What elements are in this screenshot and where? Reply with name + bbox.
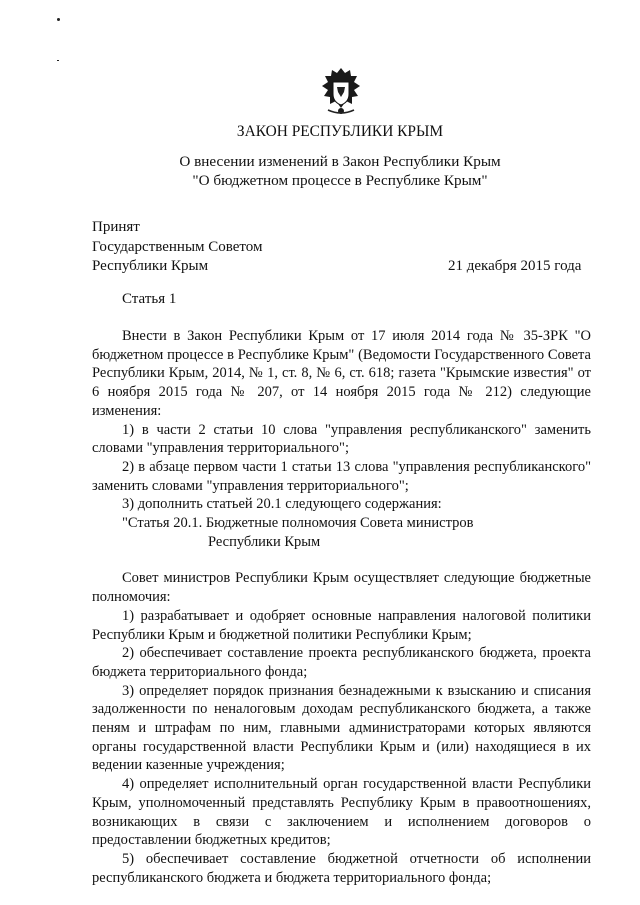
adoption-line: Государственным Советом — [92, 238, 263, 255]
paragraph: Внести в Закон Республики Крым от 17 июля 2014 года № 35-ЗРК "О бюджетном процессе в Республике Крым" (Ведомости Государственного Совета Республики Крым, 2014, № 1, ст. 8, № 6, ст. 618; газета "Крымские известия" от 6 ноября 2015 года № 207, от 14 ноября 2015 года № 212) следующие изменения: — [92, 328, 591, 419]
paragraph: Совет министров Республики Крым осуществляет следующие бюджетные полномочия: — [92, 570, 591, 606]
paragraph: 2) обеспечивает составление проекта республиканского бюджета, проекта бюджета территориального фонда; — [92, 645, 591, 680]
article-body — [92, 327, 591, 887]
paragraph: 1) в части 2 статьи 10 слова "управления республиканского" заменить словами "управления территориального"; — [92, 421, 591, 457]
adoption-line: Республики Крым — [92, 258, 209, 275]
law-title: ЗАКОН РЕСПУБЛИКИ КРЫМ — [236, 123, 444, 140]
quoted-article-heading: "Статья 20.1. Бюджетные полномочия Совета министров — [122, 515, 474, 532]
article-heading: Статья 1 — [122, 291, 177, 307]
adoption-block — [92, 218, 263, 277]
spacer — [92, 551, 591, 569]
quoted-article-heading-cont: Республики Крым — [208, 533, 321, 550]
scan-mark — [57, 60, 59, 61]
subtitle-line-1: О внесении изменений в Закон Республики Крым — [179, 153, 501, 170]
paragraph: 3) определяет порядок признания безнадежными к взысканию и списания задолженности по неналоговым доходам республиканского бюджета, а также пеням и штрафам по ним, главными администраторами которых являются органы государственной власти Республики Крым и (или) находящиеся в их ведении казенные учреждения; — [92, 682, 591, 774]
paragraph: 3) дополнить статьей 20.1 следующего содержания: — [122, 496, 442, 513]
adoption-line: Принят — [92, 219, 140, 235]
subtitle-line-2: "О бюджетном процессе в Республике Крым" — [192, 172, 488, 189]
adoption-date: 21 декабря 2015 года — [448, 258, 582, 274]
paragraph: 5) обеспечивает составление бюджетной отчетности об исполнении республиканского бюджета и бюджета территориального фонда; — [92, 850, 591, 886]
scan-mark — [57, 18, 60, 21]
paragraph: 2) в абзаце первом части 1 статьи 13 слова "управления республиканского" заменить словами "управления территориального"; — [92, 458, 591, 494]
paragraph: 4) определяет исполнительный орган государственной власти Республики Крым, уполномоченный представлять Республику Крым в правоотношениях, возникающих в связи с заключением и исполнением договоров о предоставлении бюджетных кредитов; — [92, 776, 591, 849]
paragraph: 1) разрабатывает и одобряет основные направления налоговой политики Республики Крым и бюджетной политики Республики Крым; — [92, 607, 591, 643]
crimea-coat-of-arms-icon — [320, 66, 362, 116]
